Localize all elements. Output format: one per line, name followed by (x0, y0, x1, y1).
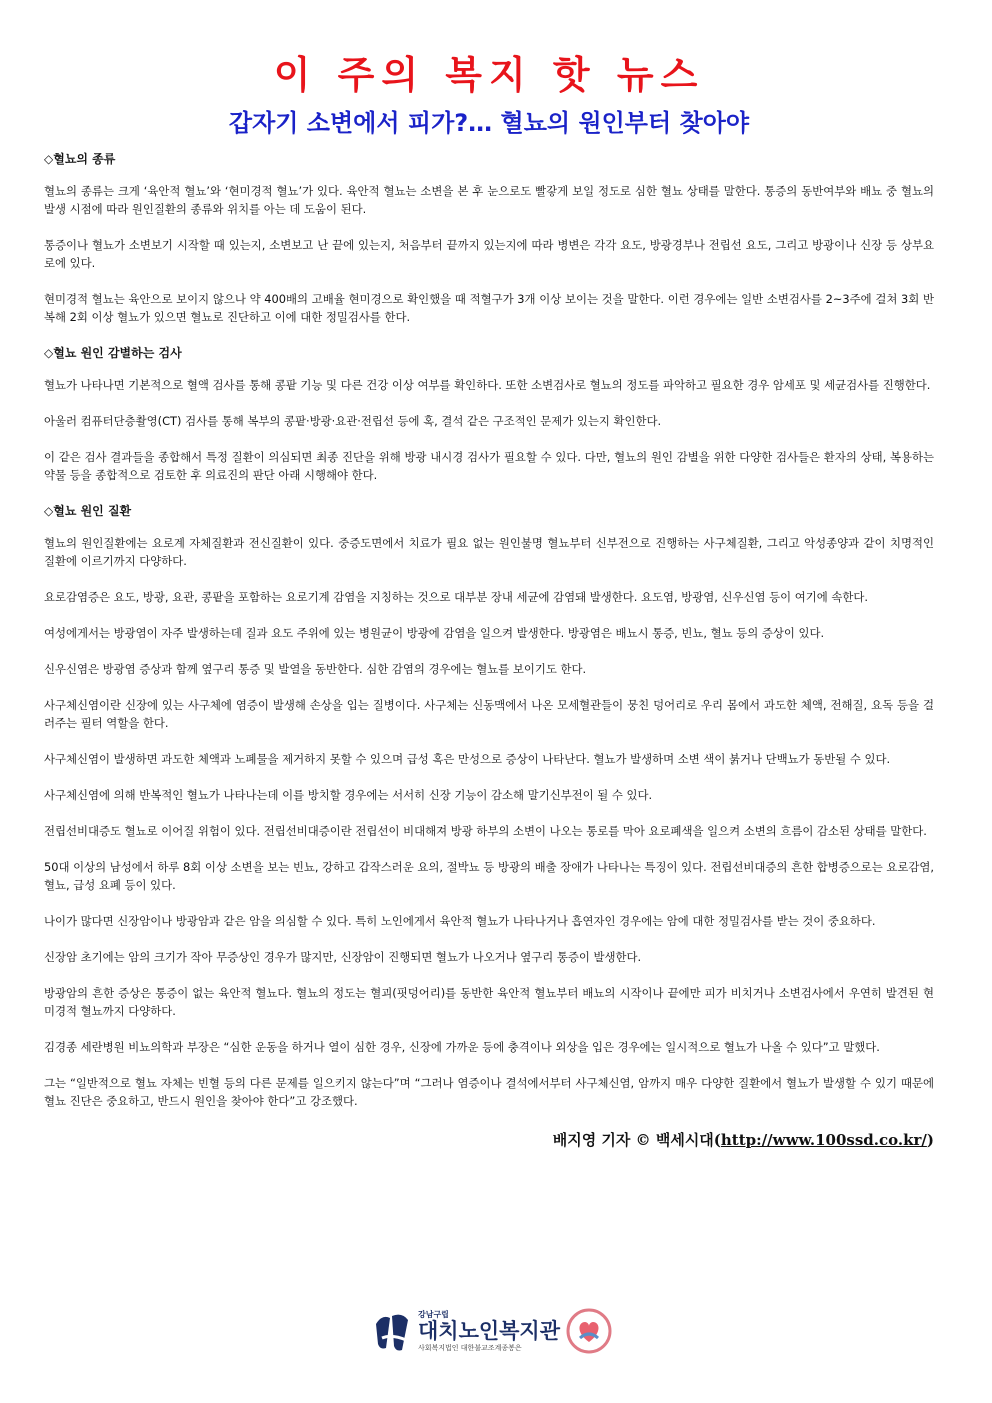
article-paragraph: 혈뇨가 나타나면 기본적으로 혈액 검사를 통해 콩팥 기능 및 다른 건강 이상 여부를 확인하다. 또한 소변검사로 혈뇨의 정도를 파악하고 필요한 경우 암세포 및 세균검사를 진행한다. (44, 378, 931, 392)
article-paragraph: 50대 이상의 남성에서 하루 8회 이상 소변을 보는 빈뇨, 강하고 갑작스러운 요의, 절박뇨 등 방광의 배출 장애가 나타나는 특징이 있다. 전립선비대증의 흔한 합병증으로는 요로감염, 혈뇨, 급성 요폐 등이 있다. (44, 860, 934, 892)
article-paragraph: 통증이나 혈뇨가 소변보기 시작할 때 있는지, 소변보고 난 끝에 있는지, 처음부터 끝까지 있는지에 따라 병변은 각각 요도, 방광경부나 전립선 요도, 그리고 방광이나 신장 등 상부요로에 있다. (44, 238, 934, 270)
article-paragraph: 사구체신염이 발생하면 과도한 체액과 노폐물을 제거하지 못할 수 있으며 급성 혹은 만성으로 증상이 나타난다. 혈뇨가 발생하며 소변 색이 붉거나 단백뇨가 동반될 수 있다. (44, 752, 891, 766)
byline-close: ) (926, 1131, 934, 1149)
logo-district: 강남구립 (418, 1309, 449, 1319)
article-headline: 갑자기 소변에서 피가?… 혈뇨의 원인부터 찾아야 (228, 109, 750, 137)
logo-emblem-icon (372, 1308, 412, 1354)
article-paragraph: 여성에게서는 방광염이 자주 발생하는데 질과 요도 주위에 있는 병원균이 방광에 감염을 일으켜 발생한다. 방광염은 배뇨시 통증, 빈뇨, 혈뇨 등의 증상이 있다. (44, 626, 825, 640)
article-paragraph: 혈뇨의 종류는 크게 ‘육안적 혈뇨’와 ‘현미경적 혈뇨’가 있다. 육안적 혈뇨는 소변을 본 후 눈으로도 빨갛게 보일 정도로 심한 혈뇨 상태를 말한다. 통증의 동반여부와 배뇨 중 혈뇨의 발생 시점에 따라 원인질환의 종류와 위치를 아는 데 도움이 된다. (44, 184, 934, 216)
section-heading: ◇혈뇨 원인 감별하는 검사 (44, 346, 182, 360)
article-paragraph: 김경종 세란병원 비뇨의학과 부장은 “심한 운동을 하거나 열이 심한 경우, 신장에 가까운 등에 충격이나 외상을 입은 경우에는 일시적으로 혈뇨가 나올 수 있다”고 말했다. (44, 1040, 880, 1054)
byline (44, 1128, 934, 1152)
article-paragraph: 신장암 초기에는 암의 크기가 작아 무증상인 경우가 많지만, 신장암이 진행되면 혈뇨가 나오거나 옆구리 통증이 발생한다. (44, 950, 642, 964)
heart-badge-icon (566, 1308, 612, 1354)
article-page (44, 48, 934, 1152)
article-paragraph: 방광암의 흔한 증상은 통증이 없는 육안적 혈뇨다. 혈뇨의 정도는 혈괴(핏덩어리)를 동반한 육안적 혈뇨부터 배뇨의 시작이나 끝에만 피가 비치거나 소변검사에서 우연히 발견된 현미경적 혈뇨까지 다양하다. (44, 986, 934, 1018)
article-paragraph: 사구체신염에 의해 반복적인 혈뇨가 나타나는데 이를 방치할 경우에는 서서히 신장 기능이 감소해 말기신부전이 될 수 있다. (44, 788, 653, 802)
logo-operator: 사회복지법인 대한불교조계종봉은 (418, 1343, 522, 1352)
logo-text (418, 1311, 560, 1352)
article-paragraph: 사구체신염이란 신장에 있는 사구체에 염증이 발생해 손상을 입는 질병이다. 사구체는 신동맥에서 나온 모세혈관들이 뭉친 덩어리로 우리 몸에서 과도한 체액, 전해질, 요독 등을 걸러주는 필터 역할을 한다. (44, 698, 934, 730)
article-paragraph: 이 같은 검사 결과들을 종합해서 특정 질환이 의심되면 최종 진단을 위해 방광 내시경 검사가 필요할 수 있다. 다만, 혈뇨의 원인 감별을 위한 다양한 검사들은 환자의 상태, 복용하는 약물 등을 종합적으로 검토한 후 의료진의 판단 아래 시행해야 한다. (44, 450, 934, 482)
article-paragraph: 전립선비대증도 혈뇨로 이어질 위험이 있다. 전립선비대증이란 전립선이 비대해져 방광 하부의 소변이 나오는 통로를 막아 요로폐색을 일으켜 소변의 흐름이 감소된 상태를 말한다. (44, 824, 927, 838)
section-heading: ◇혈뇨의 종류 (44, 152, 116, 166)
article-paragraph: 아울러 컴퓨터단층촬영(CT) 검사를 통해 복부의 콩팥·방광·요관·전립선 등에 혹, 결석 같은 구조적인 문제가 있는지 확인한다. (44, 414, 662, 428)
article-paragraph: 나이가 많다면 신장암이나 방광암과 같은 암을 의심할 수 있다. 특히 노인에게서 육안적 혈뇨가 나타나거나 흡연자인 경우에는 암에 대한 정밀검사를 받는 것이 중요하다. (44, 914, 876, 928)
logo-name: 대치노인복지관 (418, 1318, 561, 1343)
organization-logo (372, 1305, 612, 1357)
article-paragraph: 신우신염은 방광염 증상과 함께 옆구리 통증 및 발열을 동반한다. 심한 감염의 경우에는 혈뇨를 보이기도 한다. (44, 662, 587, 676)
article-section (44, 502, 934, 1110)
article-paragraph: 요로감염증은 요도, 방광, 요관, 콩팥을 포함하는 요로기계 감염을 지칭하는 것으로 대부분 장내 세균에 감염돼 발생한다. 요도염, 방광염, 신우신염 등이 여기에 속한다. (44, 590, 868, 604)
article-section (44, 344, 934, 484)
page-title: 이 주의 복지 핫 뉴스 (273, 53, 705, 97)
byline-text: 배지영 기자 © 백세시대( (552, 1131, 721, 1149)
section-heading: ◇혈뇨 원인 질환 (44, 504, 132, 518)
article-paragraph: 그는 “일반적으로 혈뇨 자체는 빈혈 등의 다른 문제를 일으키지 않는다”며 “그러나 염증이나 결석에서부터 사구체신염, 암까지 매우 다양한 질환에서 혈뇨가 발생할 수 있기 때문에 혈뇨 진단은 중요하고, 반드시 원인을 찾아야 한다”고 강조했다. (44, 1076, 934, 1108)
article-section (44, 150, 934, 326)
article-paragraph: 현미경적 혈뇨는 육안으로 보이지 않으나 약 400배의 고배율 현미경으로 확인했을 때 적혈구가 3개 이상 보이는 것을 말한다. 이런 경우에는 일반 소변검사를 2~3주에 걸쳐 3회 반복해 2회 이상 혈뇨가 있으면 혈뇨로 진단하고 이에 대한 정밀검사를 한다. (44, 292, 934, 324)
article-paragraph: 혈뇨의 원인질환에는 요로계 자체질환과 전신질환이 있다. 중증도면에서 치료가 필요 없는 원인불명 혈뇨부터 신부전으로 진행하는 사구체질환, 그리고 악성종양과 같이 치명적인 질환에 이르기까지 다양하다. (44, 536, 934, 568)
source-link[interactable]: http://www.100ssd.co.kr/ (720, 1131, 927, 1149)
article-body (44, 150, 934, 1110)
